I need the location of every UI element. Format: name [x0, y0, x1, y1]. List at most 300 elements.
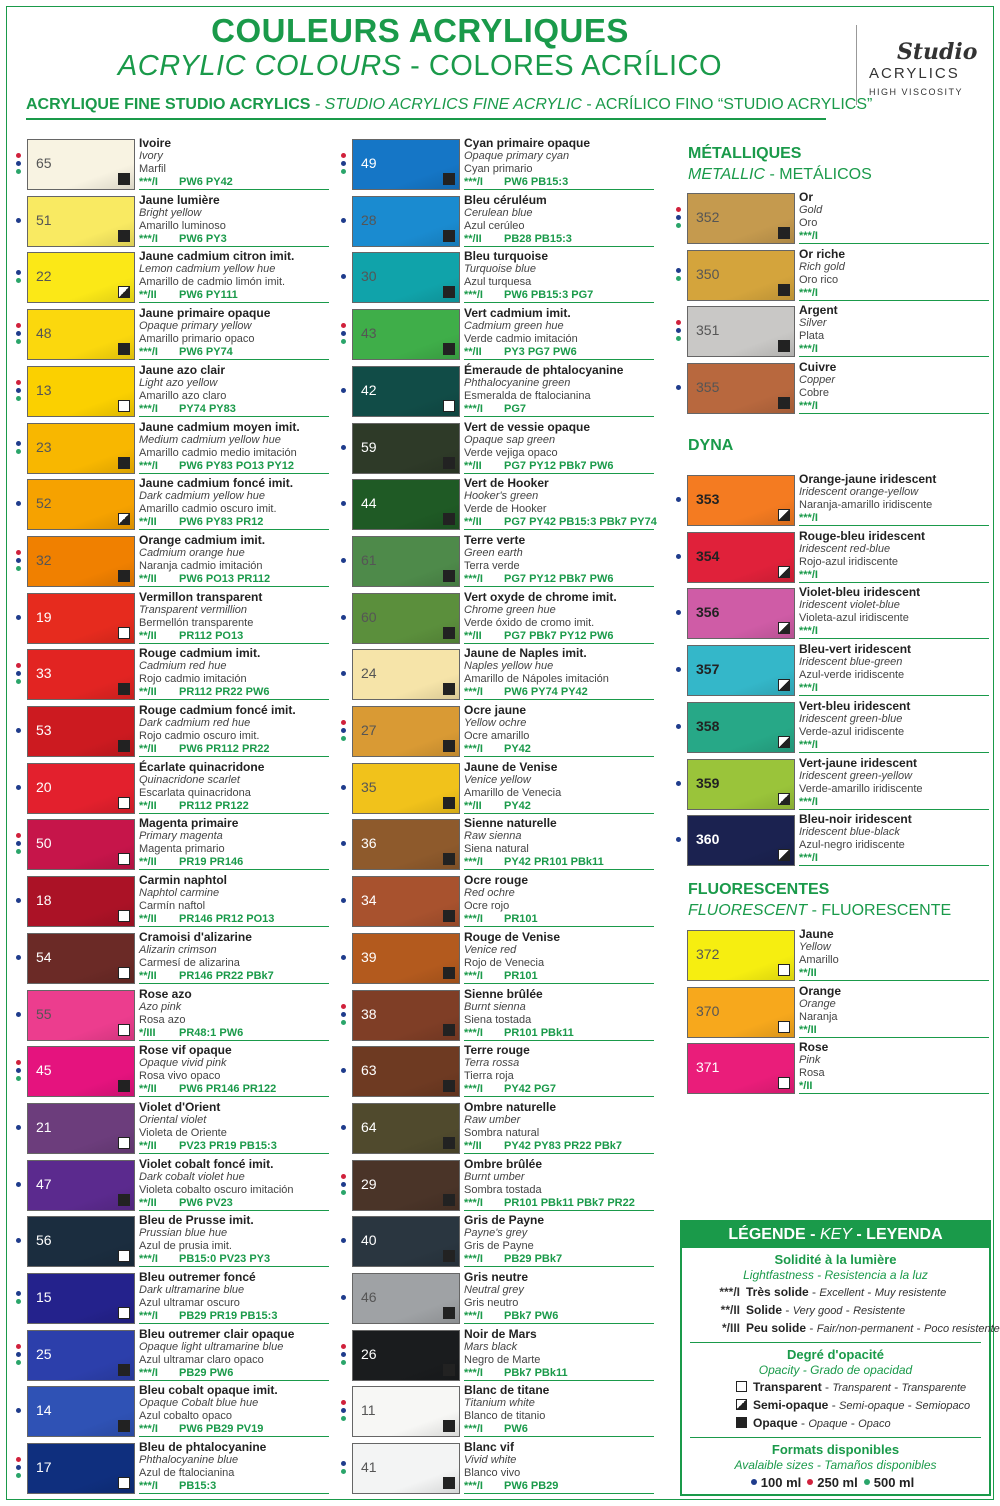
colour-swatch [352, 139, 460, 190]
name-es: Azul turquesa [464, 276, 532, 289]
name-fr: Argent [799, 303, 838, 318]
name-es: Escarlata quinacridona [139, 786, 251, 799]
size-dots [16, 1214, 24, 1269]
blue-size-dot [16, 388, 21, 393]
name-en: Pink [799, 1054, 821, 1067]
lightfastness-symbol: ***/I [719, 1285, 740, 1299]
colour-info [464, 647, 654, 702]
colour-info [139, 137, 329, 192]
page-subtitle: ACRYLIC COLOURS - COLORES ACRÍLICO [117, 50, 723, 82]
colour-swatch [687, 250, 795, 301]
colour-item[interactable] [676, 304, 996, 359]
name-fr: Vert cadmium imit. [464, 306, 571, 321]
colour-item[interactable] [341, 704, 661, 759]
colour-item[interactable] [341, 1271, 661, 1326]
pigment-line [139, 403, 329, 417]
name-es: Magenta primario [139, 843, 225, 856]
blue-size-dot [16, 501, 21, 506]
pigments: PR19 PR146 [179, 856, 244, 869]
name-en: Cadmium orange hue [139, 546, 245, 559]
colour-item[interactable] [16, 137, 336, 192]
colour-item[interactable] [676, 757, 996, 812]
colour-number: 351 [696, 322, 720, 339]
name-es: Amarillo luminoso [139, 219, 226, 232]
size-dots [341, 647, 349, 702]
lightfastness-rating: ***/I [464, 1253, 483, 1266]
name-es: Verde de Hooker [464, 503, 547, 516]
colour-item[interactable] [341, 761, 661, 816]
colour-swatch [352, 876, 460, 927]
name-es: Azul cobalto opaco [139, 1410, 232, 1423]
colour-swatch [687, 930, 795, 981]
size-dots [341, 250, 349, 305]
name-fr: Terre verte [464, 532, 526, 547]
colour-item[interactable] [676, 586, 996, 641]
pigment-line [464, 856, 654, 870]
colour-item[interactable] [16, 534, 336, 589]
colour-swatch [27, 819, 135, 870]
name-fr: Jaune primaire opaque [139, 306, 271, 321]
size-dots [16, 477, 24, 532]
opaque-opacity-icon [118, 173, 130, 185]
colour-number: 353 [696, 491, 720, 507]
lightfastness-rating: **/II [139, 856, 157, 869]
colour-item[interactable] [16, 1441, 336, 1496]
pigment-line [799, 1080, 989, 1094]
lightfastness-rating: ***/I [464, 1083, 483, 1096]
name-fr: Cuivre [799, 360, 837, 375]
colour-item[interactable] [16, 250, 336, 305]
lightfastness-rating: ***/I [799, 568, 818, 581]
colour-number: 356 [696, 604, 720, 621]
name-fr: Violet-bleu iridescent [799, 585, 921, 600]
colour-info [799, 700, 989, 755]
colour-swatch [687, 588, 795, 639]
blue-size-dot [676, 781, 681, 786]
colour-item[interactable] [676, 643, 996, 698]
blue-size-dot [341, 1352, 346, 1357]
green-size-dot [341, 1416, 346, 1421]
opacity-es: Opaco [858, 1418, 891, 1430]
name-fr: Blanc vif [464, 1440, 515, 1455]
colour-info [464, 704, 654, 759]
red-size-dot [676, 320, 681, 325]
red-size-dot [676, 207, 681, 212]
green-size-dot [864, 1479, 870, 1485]
pigment-line [139, 233, 329, 247]
name-en: Iridescent violet-blue [799, 599, 900, 612]
name-fr: Noir de Mars [464, 1326, 537, 1341]
name-fr: Vermillon transparent [139, 589, 263, 604]
colour-item[interactable] [16, 1101, 336, 1156]
legend-box [680, 1220, 1000, 1496]
pigment-line [799, 230, 989, 244]
size-dots [341, 477, 349, 532]
size-dots [16, 421, 24, 476]
name-en: Quinacridone scarlet [139, 773, 240, 786]
colour-item[interactable] [676, 985, 996, 1040]
colour-number: 26 [361, 1345, 377, 1362]
colour-item[interactable] [16, 591, 336, 646]
green-size-dot [16, 339, 21, 344]
colour-swatch [687, 193, 795, 244]
colour-item[interactable] [676, 700, 996, 755]
colour-item[interactable] [341, 250, 661, 305]
name-fr: Jaune de Naples imit. [464, 646, 587, 661]
colour-number: 52 [36, 495, 52, 512]
colour-swatch [687, 306, 795, 357]
colour-item[interactable] [341, 1328, 661, 1383]
colour-swatch [27, 309, 135, 360]
name-fr: Bleu turquoise [464, 249, 549, 264]
colour-item[interactable] [676, 361, 996, 416]
pigment-line [464, 743, 654, 757]
colour-number: 355 [696, 379, 720, 396]
colour-item[interactable] [16, 761, 336, 816]
pigments: PW6 PY111 [179, 289, 238, 302]
colour-number: 22 [36, 268, 52, 285]
name-en: Orange [799, 997, 836, 1010]
colour-item[interactable] [341, 1384, 661, 1439]
colour-item[interactable] [16, 647, 336, 702]
size-dots [676, 361, 684, 416]
colour-swatch [687, 1043, 795, 1094]
colour-swatch [27, 1386, 135, 1437]
lightfastness-rating: **/II [139, 799, 157, 812]
size-dots [341, 761, 349, 816]
transp-opacity-icon [443, 400, 455, 412]
colour-number: 21 [36, 1118, 52, 1135]
colour-item[interactable] [341, 1044, 661, 1099]
pigments: PR101 PBk11 PBk7 PR22 [504, 1196, 635, 1209]
name-en: Opaque primary yellow [139, 320, 252, 333]
colour-item[interactable] [16, 307, 336, 362]
colour-swatch [352, 1273, 460, 1324]
opaque-opacity-icon [118, 570, 130, 582]
format-item [864, 1475, 914, 1490]
size-dots [16, 194, 24, 249]
colour-info [464, 988, 654, 1043]
colour-item[interactable] [341, 988, 661, 1043]
colour-item[interactable] [341, 534, 661, 589]
colour-item[interactable] [16, 931, 336, 986]
blue-size-dot [341, 671, 346, 676]
name-fr: Vert de vessie opaque [464, 419, 591, 434]
level-es: Resistente [853, 1305, 906, 1317]
colour-info [139, 1101, 329, 1156]
opaque-opacity-icon [118, 1364, 130, 1376]
colour-number: 11 [361, 1402, 376, 1419]
lightfastness-rating: **/II [139, 913, 157, 926]
blue-size-dot [16, 841, 21, 846]
opaque-opacity-icon [443, 1080, 455, 1092]
blue-size-dot [341, 841, 346, 846]
name-fr: Rose [799, 1040, 829, 1055]
blue-size-dot [341, 728, 346, 733]
lightfastness-rating: ***/I [799, 682, 818, 695]
colour-item[interactable] [16, 364, 336, 419]
colour-item[interactable] [341, 421, 661, 476]
red-size-dot [341, 1400, 346, 1405]
colour-item[interactable] [341, 477, 661, 532]
size-dots [16, 1101, 24, 1156]
opaque-opacity-icon [443, 343, 455, 355]
opacity-title: Degré d'opacité [786, 1347, 884, 1362]
opaque-opacity-icon [443, 627, 455, 639]
pigments: PW6 [504, 1423, 528, 1436]
green-size-dot [341, 1190, 346, 1195]
opaque-opacity-icon [443, 740, 455, 752]
colour-swatch [27, 933, 135, 984]
name-es: Rosa [799, 1067, 825, 1080]
colour-swatch [687, 645, 795, 696]
lightfastness-rating: ***/I [799, 625, 818, 638]
pigments: PY74 PY83 [179, 402, 236, 415]
colour-number: 17 [36, 1459, 52, 1476]
opacity-fr: Semi-opaque [753, 1398, 829, 1412]
colour-swatch [352, 933, 460, 984]
name-fr: Jaune lumière [139, 192, 220, 207]
transp-opacity-icon [118, 1024, 130, 1036]
colour-item[interactable] [16, 1214, 336, 1269]
name-fr: Blanc de titane [464, 1383, 550, 1398]
green-size-dot [341, 1020, 346, 1025]
colour-item[interactable] [676, 813, 996, 868]
name-fr: Rouge-bleu iridescent [799, 528, 926, 543]
colour-item[interactable] [676, 1041, 996, 1096]
name-es: Gris neutro [464, 1297, 519, 1309]
red-size-dot [16, 380, 21, 385]
name-es: Amarillo de Venecia [464, 786, 562, 799]
lightfastness-rating: ***/I [464, 572, 483, 585]
lightfastness-rating: ***/I [464, 969, 483, 982]
colour-item[interactable] [16, 704, 336, 759]
opaque-opacity-icon [778, 397, 790, 409]
legend-divider [690, 1342, 981, 1343]
name-fr: Ocre rouge [464, 873, 529, 888]
name-en: Copper [799, 374, 836, 387]
opaque-opacity-icon [443, 683, 455, 695]
colour-item[interactable] [341, 364, 661, 419]
opaque-opacity-icon [443, 173, 455, 185]
pigments: PG7 PBk7 PY12 PW6 [504, 629, 614, 642]
level-fr: Très solide [746, 1285, 809, 1299]
colour-item[interactable] [16, 874, 336, 929]
semi-opacity-icon [118, 513, 130, 525]
colour-item[interactable] [341, 137, 661, 192]
pigment-line [464, 403, 654, 417]
colour-number: 352 [696, 209, 720, 225]
name-fr: Gris neutre [464, 1270, 529, 1284]
blue-size-dot [341, 218, 346, 223]
size-dots [676, 813, 684, 868]
pigment-line [464, 1253, 654, 1267]
colour-info [139, 364, 329, 419]
name-es: Azul de ftalocianina [139, 1467, 235, 1480]
colour-item[interactable] [341, 591, 661, 646]
lightfastness-rating: **/II [464, 459, 482, 472]
colour-number: 28 [361, 211, 377, 228]
pigments: PY42 PY83 PR22 PBk7 [504, 1139, 623, 1152]
colour-number: 48 [36, 325, 52, 342]
opaque-opacity-icon [443, 910, 455, 922]
colour-number: 53 [36, 722, 52, 738]
colour-item[interactable] [341, 1441, 661, 1496]
colour-item[interactable] [16, 477, 336, 532]
opaque-opacity-icon [118, 343, 130, 355]
green-size-dot [16, 1473, 21, 1478]
lightfastness-rating: ***/I [799, 343, 818, 356]
colour-item[interactable] [341, 1158, 661, 1213]
name-fr: Violet cobalt foncé imit. [139, 1156, 274, 1171]
colour-number: 50 [36, 835, 52, 852]
red-size-dot [16, 323, 21, 328]
blue-size-dot [16, 615, 21, 620]
pigments: PR48:1 PW6 [179, 1026, 244, 1039]
format-item [751, 1475, 801, 1490]
colour-item[interactable] [341, 817, 661, 872]
green-size-dot [341, 339, 346, 344]
name-es: Violeta cobalto oscuro imitación [139, 1183, 294, 1196]
colour-info [464, 1158, 654, 1213]
opaque-opacity-icon [778, 284, 790, 296]
colour-item[interactable] [341, 307, 661, 362]
name-en: Naples yellow hue [464, 660, 554, 673]
blue-size-dot [676, 837, 681, 842]
colour-item[interactable] [16, 1328, 336, 1383]
lightfastness-rating: ***/I [799, 400, 818, 413]
colour-info [799, 928, 989, 983]
name-fr: Bleu de phtalocyanine [139, 1440, 267, 1455]
pigments: PR112 PR22 PW6 [179, 686, 270, 699]
size-dots [16, 817, 24, 872]
colour-item[interactable] [16, 421, 336, 476]
colour-swatch [352, 423, 460, 474]
lightfastness-rating: ***/I [139, 346, 158, 359]
colour-item[interactable] [16, 1044, 336, 1099]
lightfastness-rating: **/II [139, 1083, 157, 1096]
name-en: Primary magenta [139, 830, 223, 843]
colour-item[interactable] [16, 988, 336, 1043]
colour-info [464, 534, 654, 589]
blue-size-dot [16, 441, 21, 446]
pigment-line [464, 913, 654, 927]
name-fr: Émeraude de phtalocyanine [464, 362, 624, 377]
colour-item[interactable] [16, 1271, 336, 1326]
colour-number: 39 [361, 948, 377, 965]
pigments: PR101 [504, 913, 538, 926]
colour-item[interactable] [676, 530, 996, 585]
opaque-opacity-icon [118, 683, 130, 695]
size-dots [676, 700, 684, 755]
name-en: Cerulean blue [464, 206, 533, 219]
colour-item[interactable] [676, 928, 996, 983]
colour-item[interactable] [341, 931, 661, 986]
colour-item[interactable] [16, 194, 336, 249]
green-size-dot [341, 169, 346, 174]
colour-item[interactable] [341, 647, 661, 702]
colour-info [139, 817, 329, 872]
colour-item[interactable] [676, 473, 996, 528]
name-en: Opaque light ultramarine blue [139, 1340, 284, 1353]
header [0, 0, 1000, 128]
lightfastness-rating: **/II [139, 516, 157, 529]
pigment-line [464, 1310, 654, 1324]
pigment-line [464, 1197, 654, 1211]
pigment-line [799, 682, 989, 696]
colour-number: 36 [361, 835, 377, 852]
blue-size-dot [676, 724, 681, 729]
pigment-line [139, 289, 329, 303]
name-en: Raw umber [464, 1113, 521, 1126]
colour-item[interactable] [341, 1214, 661, 1269]
opaque-opacity-icon [443, 286, 455, 298]
name-en: Bright yellow [139, 206, 202, 219]
opacity-fr: Transparent [753, 1380, 822, 1394]
colour-item[interactable] [676, 248, 996, 303]
pigment-line [799, 343, 989, 357]
name-es: Marfil [139, 163, 166, 175]
colour-item[interactable] [16, 1384, 336, 1439]
blue-size-dot [676, 610, 681, 615]
blue-size-dot [16, 331, 21, 336]
name-es: Amarillo de cadmio limón imit. [139, 276, 286, 289]
pigments: PB15:3 [179, 1480, 217, 1493]
size-dots [676, 304, 684, 359]
name-en: Vivid white [464, 1454, 517, 1467]
name-es: Terra verde [464, 559, 520, 572]
pigments: PR146 PR12 PO13 [179, 913, 275, 926]
colour-item[interactable] [341, 1101, 661, 1156]
colour-swatch [27, 593, 135, 644]
lightfastness-rating: ***/I [799, 795, 818, 808]
lightfastness-rating: ***/I [464, 856, 483, 869]
transp-opacity-icon [736, 1381, 747, 1392]
colour-item[interactable] [16, 1158, 336, 1213]
colour-swatch [27, 196, 135, 247]
size-dots [676, 1041, 684, 1096]
colour-swatch [352, 196, 460, 247]
colour-swatch [687, 363, 795, 414]
pigment-line [799, 569, 989, 583]
pigment-line [464, 176, 654, 190]
formats-subtitle: Avalaible sizes - Tamaños disponibles [734, 1458, 937, 1472]
colour-info [464, 874, 654, 929]
pigment-line [139, 1423, 329, 1437]
transp-opacity-icon [778, 1077, 790, 1089]
size-dots [16, 1044, 24, 1099]
opacity-fr: Opaque [753, 1416, 798, 1430]
colour-swatch [687, 532, 795, 583]
colour-item[interactable] [341, 874, 661, 929]
name-fr: Violet d'Orient [139, 1099, 221, 1114]
colour-item[interactable] [16, 817, 336, 872]
name-es: Ocre amarillo [464, 730, 530, 742]
colour-item[interactable] [341, 194, 661, 249]
colour-number: 23 [36, 438, 52, 455]
colour-swatch [27, 1273, 135, 1324]
name-en: Mars black [464, 1340, 518, 1353]
colour-swatch [352, 1046, 460, 1097]
colour-item[interactable] [676, 191, 996, 246]
name-en: Cadmium green hue [464, 320, 564, 333]
lightfastness-rating: ***/I [139, 402, 158, 415]
pigments: PR112 PR122 [179, 799, 249, 812]
colour-info [139, 874, 329, 929]
lightfastness-rating: ***/I [799, 286, 818, 299]
colour-info [799, 191, 989, 246]
pigment-line [139, 1197, 329, 1211]
